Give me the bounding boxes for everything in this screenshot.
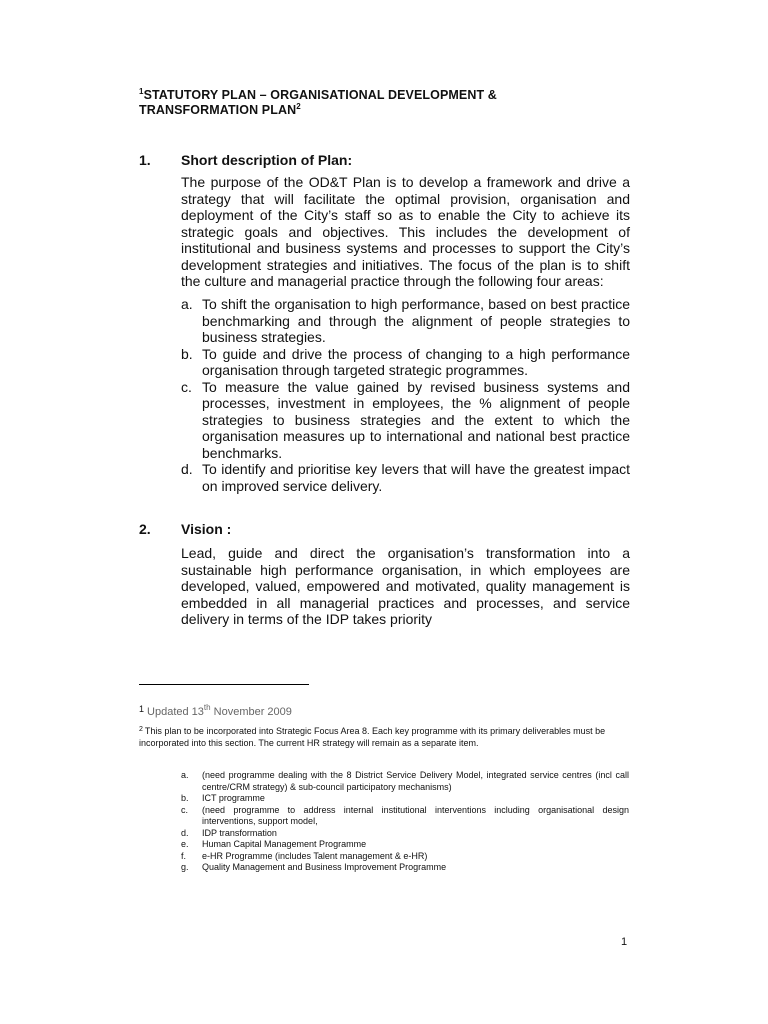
list-item [181,793,629,805]
list-item [181,851,629,863]
list-item-label: d. [181,461,193,477]
page-number: 1 [621,936,628,948]
list-item-label: b. [181,793,189,803]
footnote-2-number: 2 [139,726,143,733]
footnote-2-list [181,770,629,874]
list-item [181,862,629,874]
section-2-heading: Vision : [181,521,232,537]
list-item-text: To measure the value gained by revised business systems and processes, investment in employees, the % alignment of people strategies to business strategies and the extent to which the organisation measures up to international and national best practice benchmarks. [202,378,630,461]
list-item-text: Human Capital Management Programme [202,839,367,849]
section-2-paragraph: Lead, guide and direct the organisation’s transformation into a sustainable high performance organisation, in which employees are developed, valued, empowered and motivated, quality management is embedded in all managerial practices and processes, and service delivery in terms of the IDP takes priority [181,545,630,627]
list-item-label: d. [181,827,189,838]
list-item-text: ICT programme [202,793,265,803]
title-line-1: STATUTORY PLAN – ORGANISATIONAL DEVELOPMENT & [143,88,497,102]
list-item-text: IDP transformation [202,827,277,838]
footnote-1-ordinal: th [203,703,211,712]
list-item-label: b. [181,345,193,362]
list-item-label: f. [181,850,187,861]
title-footnote-ref-2: 2 [296,102,301,111]
page-title [139,88,619,118]
footnote-1-text: Updated 13 [147,706,204,718]
footnote-1-number: 1 [139,704,145,714]
section-2-number: 2. [139,521,151,537]
list-item-label: c. [181,804,189,815]
list-item-text: (need programme dealing with the 8 District Service Delivery Model, integrated service centres (incl call centre/CRM strategy) & sub-council participatory mechanisms) [202,770,629,792]
title-line-2: TRANSFORMATION PLAN [139,103,297,117]
footnote-1-text-end: November 2009 [210,706,292,718]
section-1-heading: Short description of Plan: [181,152,353,168]
list-item [181,296,630,346]
list-item-text: To identify and prioritise key levers that will have the greatest impact on improved service delivery. [202,461,630,494]
list-item [181,346,630,379]
list-item-label: e. [181,839,189,849]
list-item [181,839,629,851]
section-1-number: 1. [139,152,151,168]
list-item-text: e-HR Programme (includes Talent management & e-HR) [202,850,428,861]
list-item [181,828,629,840]
list-item-text: (need programme to address internal institutional interventions including organisational design interventions, support model, [202,804,629,826]
list-item [181,379,630,462]
list-item-text: To guide and drive the process of changing to a high performance organisation through targeted strategic programmes. [202,345,630,378]
list-item-label: a. [181,770,189,780]
list-item [181,805,629,828]
footnote-divider [139,684,309,685]
list-item-label: g. [181,862,189,872]
footnote-2 [139,724,629,749]
list-item-text: To shift the organisation to high performance, based on best practice benchmarking and through the alignment of people strategies to business strategies. [202,296,630,345]
list-item-label: c. [181,378,192,395]
section-1-paragraph: The purpose of the OD&T Plan is to develop a framework and drive a strategy that will facilitate the optimal provision, organisation and deployment of the City’s staff so as to enable the City to achieve its strategic goals and objectives. This includes the development of institutional and business systems and processes to support the City’s development strategies and initiatives. The focus of the plan is to shift the culture and managerial practice through the following four areas: [181,174,630,289]
section-1-list [181,296,630,494]
footnote-1 [139,704,292,718]
title-footnote-ref-1: 1 [139,87,144,96]
list-item-label: a. [181,296,193,312]
list-item-text: Quality Management and Business Improvement Programme [202,862,447,872]
list-item [181,770,629,793]
list-item [181,461,630,494]
footnote-2-text: This plan to be incorporated into Strategic Focus Area 8. Each key programme with its primary deliverables must be incorporated into this section. The current HR strategy will remain as a separate item. [139,726,606,748]
